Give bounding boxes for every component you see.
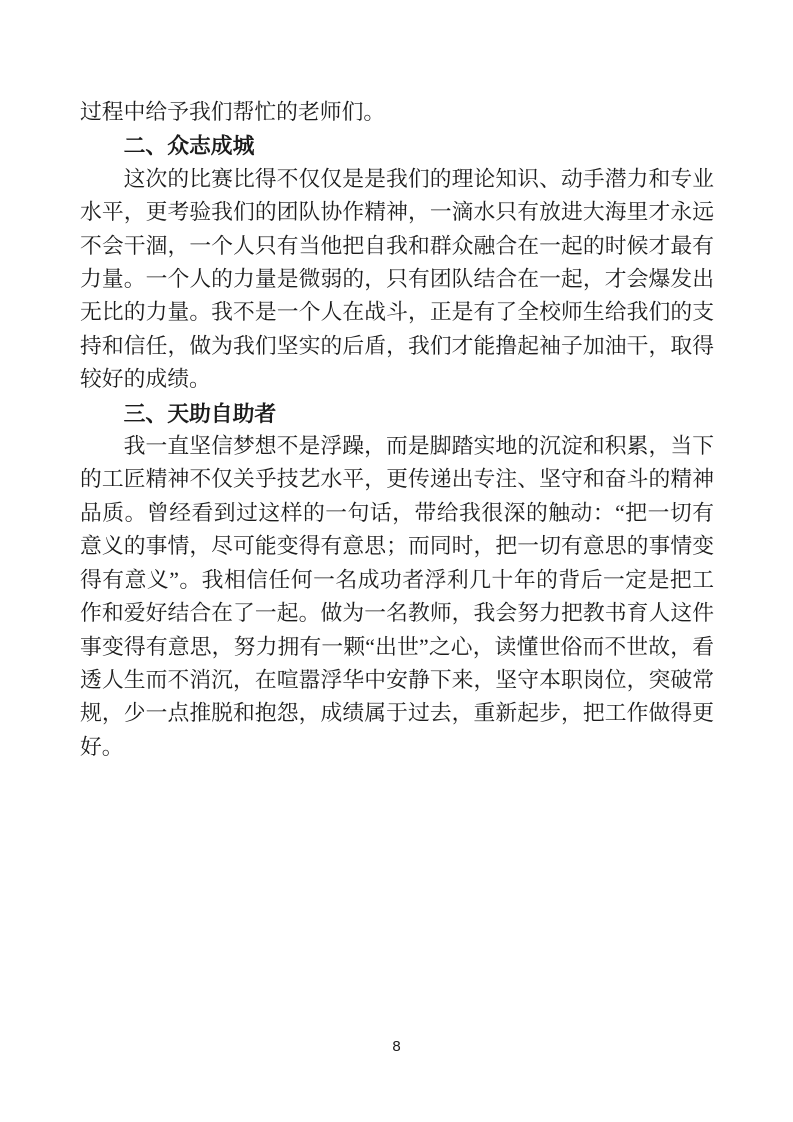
section-heading: 三、天助自助者 — [123, 400, 277, 426]
body-paragraph: 这次的比赛比得不仅仅是是我们的理论知识、动手潜力和专业水平，更考验我们的团队协作精神，一滴水只有放进大海里才永远不会干涸，一个人只有当他把自我和群众融合在一起的时候才最有力量。一个人的力量是微弱的，只有团队结合在一起，才会爆发出无比的力量。我不是一个人在战斗，正是有了全校师生给我们的支持和信任，做为我们坚实的后盾，我们才能撸起袖子加油干，取得较好的成绩。 — [80, 166, 714, 392]
body-paragraph: 我一直坚信梦想不是浮躁，而是脚踏实地的沉淀和积累，当下的工匠精神不仅关乎技艺水平，更传递出专注、坚守和奋斗的精神品质。曾经看到过这样的一句话，带给我很深的触动：“把一切有意义的事情，尽可能变得有意思；而同时，把一切有意思的事情变得有意义”。我相信任何一名成功者浮利几十年的背后一定是把工作和爱好结合在了一起。做为一名教师，我会努力把教书育人这件事变得有意思，努力拥有一颗“出世”之心，读懂世俗而不世故，看透人生而不消沉，在喧嚣浮华中安静下来，坚守本职岗位，突破常规，少一点推脱和抱怨，成绩属于过去，重新起步，把工作做得更好。 — [80, 434, 714, 759]
page-footer — [0, 1038, 793, 1056]
body-paragraph-continuation: 过程中给予我们帮忙的老师们。 — [80, 100, 386, 124]
section-heading: 二、众志成城 — [123, 133, 255, 159]
page-number: 8 — [392, 1038, 401, 1055]
document-body — [80, 96, 714, 764]
